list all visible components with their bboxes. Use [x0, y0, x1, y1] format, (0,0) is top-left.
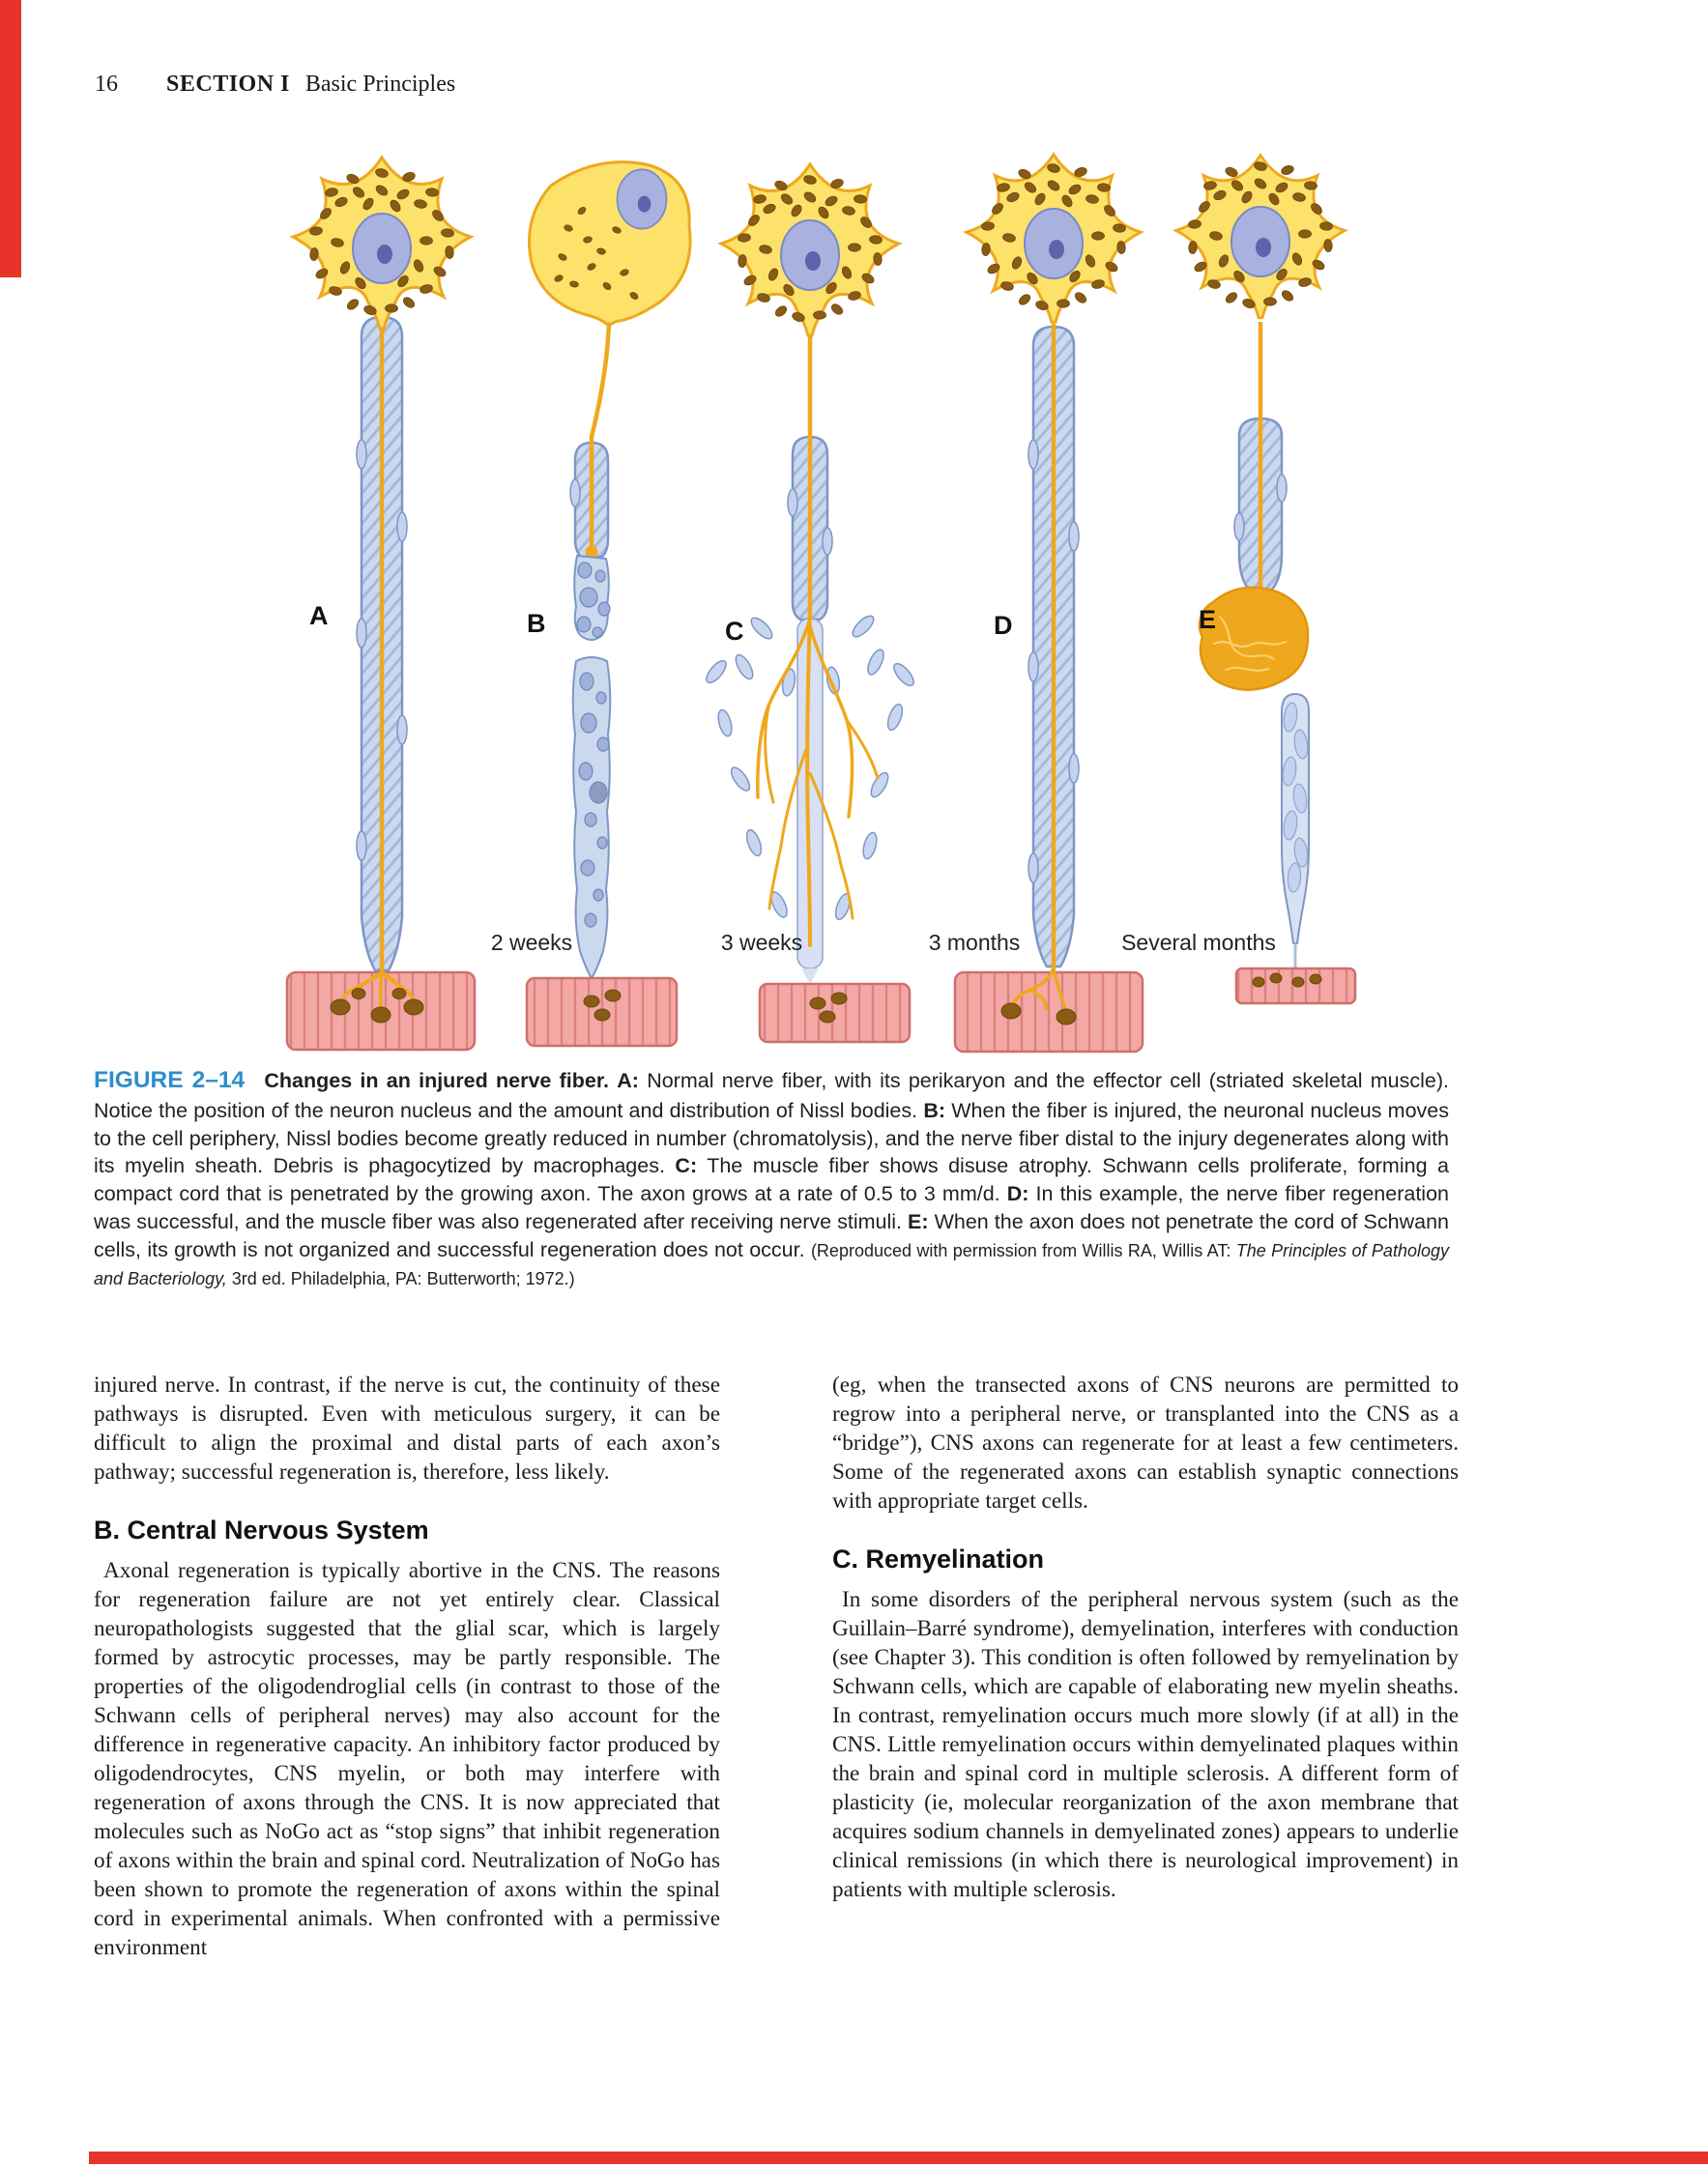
paragraph-continuation: injured nerve. In contrast, if the nerve is cut, the continuity of these pathways is disrupted. Even with meticulous surgery, it can be difficult to align the proximal and distal parts of each axon’s pathway; successful regeneration is, therefore, less likely.: [94, 1372, 720, 1485]
nucleus-a: [353, 214, 411, 283]
muscle-fiber-c-atrophied: [760, 984, 910, 1042]
paragraph-cns-continuation: (eg, when the transected axons of CNS neurons are permitted to regrow into a peripheral nerve, or transplanted into the CNS as a “bridge”), CNS axons can regenerate for at least a few centimeters. Some of the regenerated axons can establish synaptic connections with appropriate target cells.: [832, 1372, 1459, 1514]
caption-credit: (Reproduced with permission from Willis RA, Willis AT:: [810, 1240, 1236, 1260]
panel-label-d: D: [994, 611, 1013, 640]
panel-c-regenerating-fiber: [703, 164, 916, 1042]
panel-label-b: B: [527, 609, 546, 638]
neuroma-e: [1200, 588, 1308, 690]
left-column: [94, 1371, 720, 1962]
timeline-label-2-weeks: 2 weeks: [490, 930, 573, 955]
caption-text-b: When the fiber is injured, the neuronal nucleus moves to the cell periphery, Nissl bodies become greatly reduced in number (chromatolysis), and the nerve fiber distal to the injury degenerates along with its myelin sheath. Debris is phagocytized by macrophages.: [94, 1098, 1449, 1178]
panel-label-a: A: [309, 601, 329, 630]
caption-label-c: C:: [675, 1154, 698, 1178]
section-title: Basic Principles: [304, 72, 456, 97]
caption-title: Changes in an injured nerve fiber.: [264, 1069, 610, 1092]
caption-label-d: D:: [1006, 1182, 1029, 1206]
panel-label-e: E: [1199, 605, 1217, 634]
caption-label-e: E:: [908, 1210, 929, 1234]
timeline-label-several-months: Several months: [1121, 930, 1276, 955]
caption-text-c: The muscle fiber shows disuse atrophy. Schwann cells proliferate, forming a compact cord that is penetrated by the growing axon. The axon grows at a rate of 0.5 to 3 mm/d.: [94, 1154, 1449, 1206]
timeline-label-3-weeks: 3 weeks: [720, 930, 803, 955]
caption-credit-source-title: The Principles of Pathology and Bacteriology,: [94, 1240, 1449, 1288]
macrophage-b: [590, 782, 607, 803]
neuron-cell-body-b: [530, 162, 691, 324]
caption-text-a: Normal nerve fiber, with its perikaryon and the effector cell (striated skeletal muscle). Notice the position of the neuron nucleus and the amount and distribution of Nissl bodies.: [94, 1069, 1450, 1122]
nucleus-d: [1025, 209, 1083, 278]
caption-text-e: When the axon does not penetrate the cord of Schwann cells, its growth is not organized and successful regeneration does not occur.: [94, 1210, 1449, 1261]
timeline-label-3-months: 3 months: [928, 930, 1021, 955]
panel-b-degenerating-fiber: [527, 162, 690, 1046]
figure-tag: FIGURE 2–14: [94, 1067, 246, 1093]
panel-e-failed-regeneration: [1176, 156, 1355, 1003]
paragraph-remyelination: In some disorders of the peripheral nervous system (such as the Guillain–Barré syndrome), demyelination, interferes with conduction (see Chapter 3). This condition is often followed by remyelination by Schwann cells, which are capable of elaborating new myelin sheaths. In contrast, remyelination occurs much more slowly (if at all) in the CNS. Little remyelination occurs within demyelinated plaques within the brain and spinal cord in multiple sclerosis. A different form of plasticity (ie, molecular reorganization of the axon membrane that acquires sodium channels in demyelinated zones) appears to underlie clinical remissions (in which there is neurological improvement) in patients with multiple sclerosis.: [832, 1587, 1459, 1902]
caption-text-d: In this example, the nerve fiber regeneration was successful, and the muscle fiber was also regenerated after receiving nerve stimuli.: [94, 1182, 1449, 1234]
page-number: 16: [95, 72, 118, 97]
muscle-fiber-d: [955, 972, 1143, 1052]
nucleus-c: [781, 220, 839, 290]
page-edge-accent-bottom: [89, 2152, 1708, 2164]
body-text: [94, 1371, 1459, 1962]
panel-label-c: C: [725, 617, 744, 646]
right-column: [832, 1371, 1459, 1962]
section-label: SECTION I: [166, 72, 290, 97]
degenerating-myelin-b: [573, 556, 611, 978]
heading-remyelination: C. Remyelination: [832, 1545, 1045, 1574]
heading-central-nervous-system: B. Central Nervous System: [94, 1516, 429, 1545]
caption-label-a: A:: [617, 1069, 639, 1092]
caption-label-b: B:: [923, 1098, 946, 1122]
paragraph-cns: Axonal regeneration is typically abortive in the CNS. The reasons for regeneration failure are not yet entirely clear. Classical neuropathologists suggested that the glial scar, which is largely formed by astrocytic processes, may be partly responsible. The properties of the oligodendroglial cells (in contrast to those of the Schwann cells of peripheral nerves) may also account for the difference in regenerative capacity. An inhibitory factor produced by oligodendrocytes, CNS myelin, or both may interfere with regeneration of axons through the CNS. It is now appreciated that molecules such as NoGo act as “stop signs” that inhibit regeneration of axons within the brain and spinal cord. Neutralization of NoGo has been shown to promote the regeneration of axons within the spinal cord in experimental animals. When confronted with a permissive environment: [94, 1558, 720, 1960]
nerve-regeneration-illustration: [0, 0, 1708, 1063]
nucleus-b-peripheral: [618, 169, 667, 228]
panel-d-regenerated-fiber: [955, 155, 1143, 1052]
caption-credit-edition: 3rd ed. Philadelphia, PA: Butterworth; 1972.): [226, 1268, 575, 1288]
nucleus-e: [1231, 207, 1289, 276]
figure-caption: [94, 1065, 1449, 1291]
